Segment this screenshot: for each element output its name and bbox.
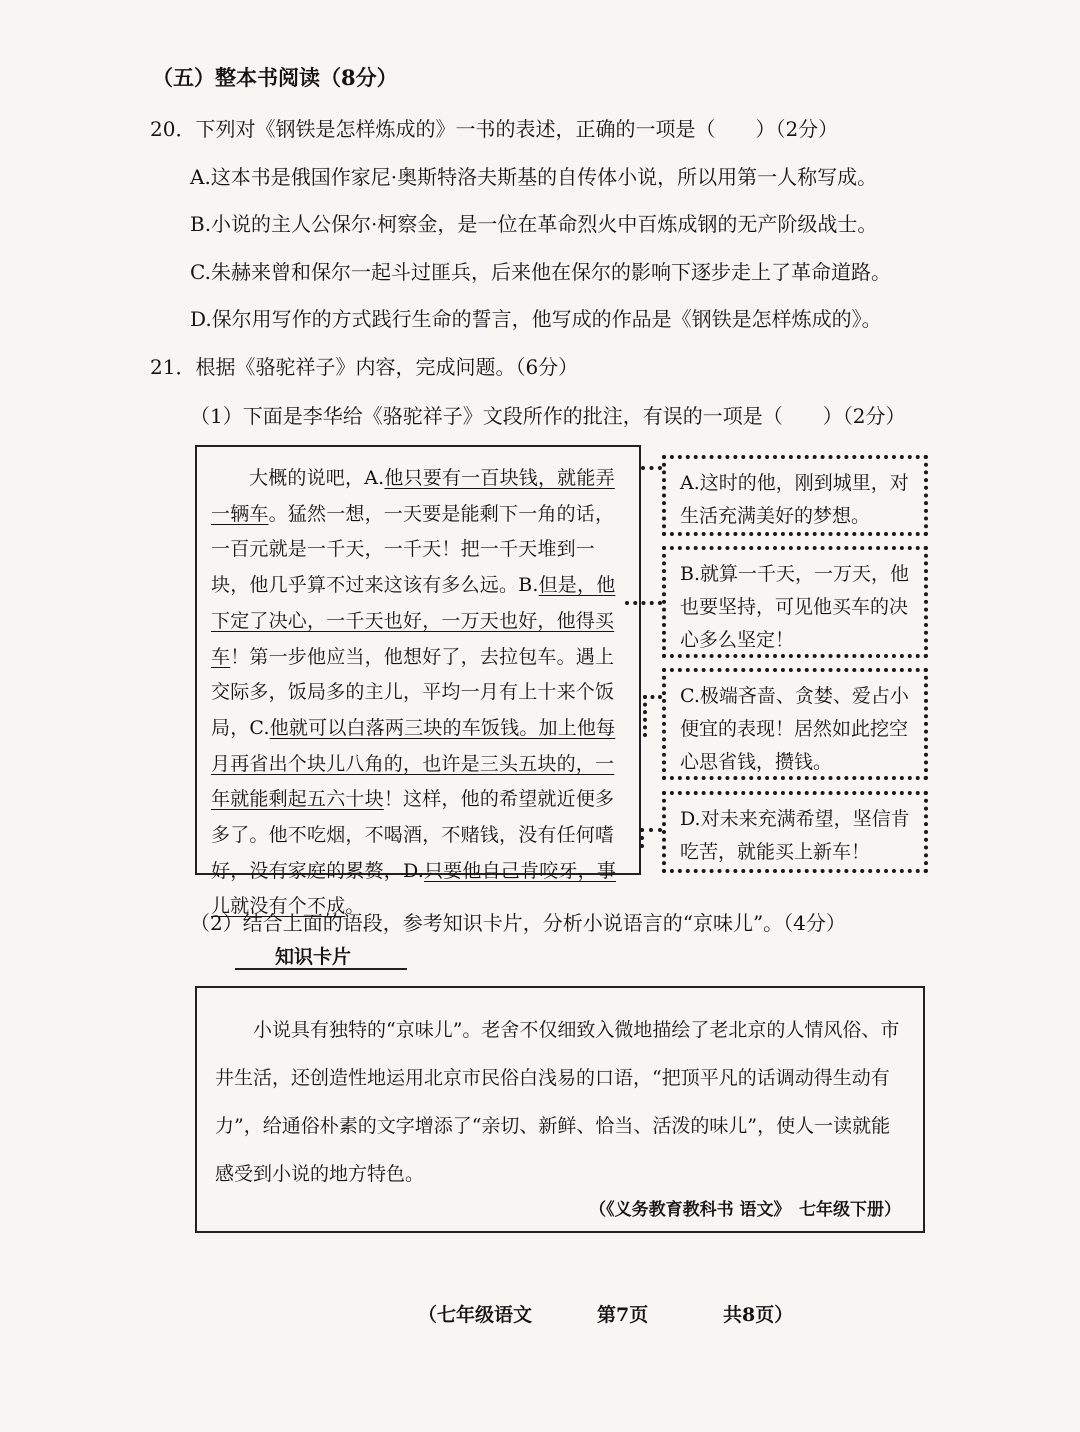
comment-box-c bbox=[662, 668, 928, 780]
footer-page-number: 第7页 bbox=[597, 1304, 649, 1326]
question-20-option-b: B.小说的主人公保尔·柯察金，是一位在革命烈火中百炼成钢的无产阶级战士。 bbox=[190, 212, 878, 236]
comment-box-a bbox=[662, 455, 928, 536]
question-20-stem: 20．下列对《钢铁是怎样炼成的》一书的表述，正确的一项是（ ）（2分） bbox=[150, 117, 839, 141]
comment-b: B.就算一千天，一万天，他也要坚持，可见他买车的决心多么坚定！ bbox=[680, 563, 910, 651]
annotation-c-text: 他就可以白落两三块的车饭钱。加上他每月再省出个块儿八角的，也许是三头五块的，一年就能剩起五六十块 bbox=[211, 716, 616, 811]
annotation-b-label: B. bbox=[518, 574, 539, 597]
passage-part-3: ！第一步他应当，他想好了，去拉包车。遇上交际多，饭局多的主儿，平均一月有上十来个饭局， bbox=[211, 645, 615, 739]
question-20-option-c: C.朱赫来曾和保尔一起斗过匪兵，后来他在保尔的影响下逐步走上了革命道路。 bbox=[190, 260, 891, 284]
annotation-d-text: 只要他自己肯咬牙，事儿就没有个不成 bbox=[211, 859, 617, 918]
footer-total-pages: 共8页） bbox=[723, 1304, 794, 1326]
annotation-a-text: 他只要有一百块钱，就能弄一辆车 bbox=[211, 467, 615, 525]
question-21-sub1: （1）下面是李华给《骆驼祥子》文段所作的批注，有误的一项是（ ）（2分） bbox=[190, 404, 906, 428]
annotation-a-label: A. bbox=[364, 467, 385, 489]
question-21-stem: 21．根据《骆驼祥子》内容，完成问题。（6分） bbox=[150, 355, 579, 379]
passage-box bbox=[195, 445, 641, 918]
knowledge-card-source: （《义务教育教科书 语文》 七年级下册） bbox=[589, 1200, 901, 1220]
passage-part-2: 。猛然一想，一天要是能剩下一角的话，一百元就是一千天，一千天！把一千天堆到一块，他几乎算不过来这该有多么远。 bbox=[211, 502, 615, 597]
question-20-option-a: A.这本书是俄国作家尼·奥斯特洛夫斯基的自传体小说，所以用第一人称写成。 bbox=[190, 165, 878, 189]
comment-box-d bbox=[662, 791, 928, 873]
section-title: （五）整本书阅读（8分） bbox=[152, 65, 398, 90]
connector-d bbox=[640, 828, 662, 832]
annotation-d-label: D. bbox=[403, 859, 425, 882]
comment-box-b bbox=[662, 546, 928, 658]
connector-c-vertical bbox=[643, 695, 647, 737]
connector-a bbox=[641, 466, 662, 470]
comment-a: A.这时的他，刚到城里，对生活充满美好的梦想。 bbox=[680, 472, 909, 527]
connector-c bbox=[643, 695, 662, 699]
knowledge-card-title-rule bbox=[235, 968, 407, 970]
knowledge-card-title: 知识卡片 bbox=[275, 946, 352, 968]
passage-part-4: ！这样，他的希望就近便多多了。他不吃烟，不喝酒，不赌钱，没有任何嗜好，没有家庭的累赘， bbox=[211, 788, 615, 882]
footer-subject: （七年级语文 bbox=[418, 1304, 533, 1326]
annotation-b-text: 但是，他下定了决心，一千天也好，一万天也好，他得买车 bbox=[211, 574, 616, 668]
knowledge-card-body: 小说具有独特的“京味儿”。老舍不仅细致入微地描绘了老北京的人情风俗、市井生活，还创造性地运用北京市民俗白浅易的口语，“把顶平凡的话调动得生动有力”，给通俗朴素的文字增添了“亲切、新鲜、恰当、活泼的味儿”，使人一读就能感受到小说的地方特色。 bbox=[215, 1019, 900, 1185]
knowledge-card bbox=[195, 986, 925, 1233]
question-21-sub2: （2）结合上面的语段，参考知识卡片，分析小说语言的“京味儿”。（4分） bbox=[190, 911, 846, 935]
question-20-option-d: D.保尔用写作的方式践行生命的誓言，他写成的作品是《钢铁是怎样炼成的》。 bbox=[190, 307, 882, 331]
passage-part-5: 。 bbox=[345, 895, 365, 918]
comment-d: D.对未来充满希望，坚信肯吃苦，就能买上新车！ bbox=[680, 808, 910, 863]
passage-text bbox=[211, 461, 629, 925]
annotation-c-label: C. bbox=[249, 716, 270, 739]
comment-c: C.极端吝啬、贪婪、爱占小便宜的表现！居然如此挖空心思省钱，攒钱。 bbox=[680, 685, 909, 773]
passage-part-1: 大概的说吧， bbox=[249, 467, 365, 489]
connector-b bbox=[625, 601, 662, 605]
